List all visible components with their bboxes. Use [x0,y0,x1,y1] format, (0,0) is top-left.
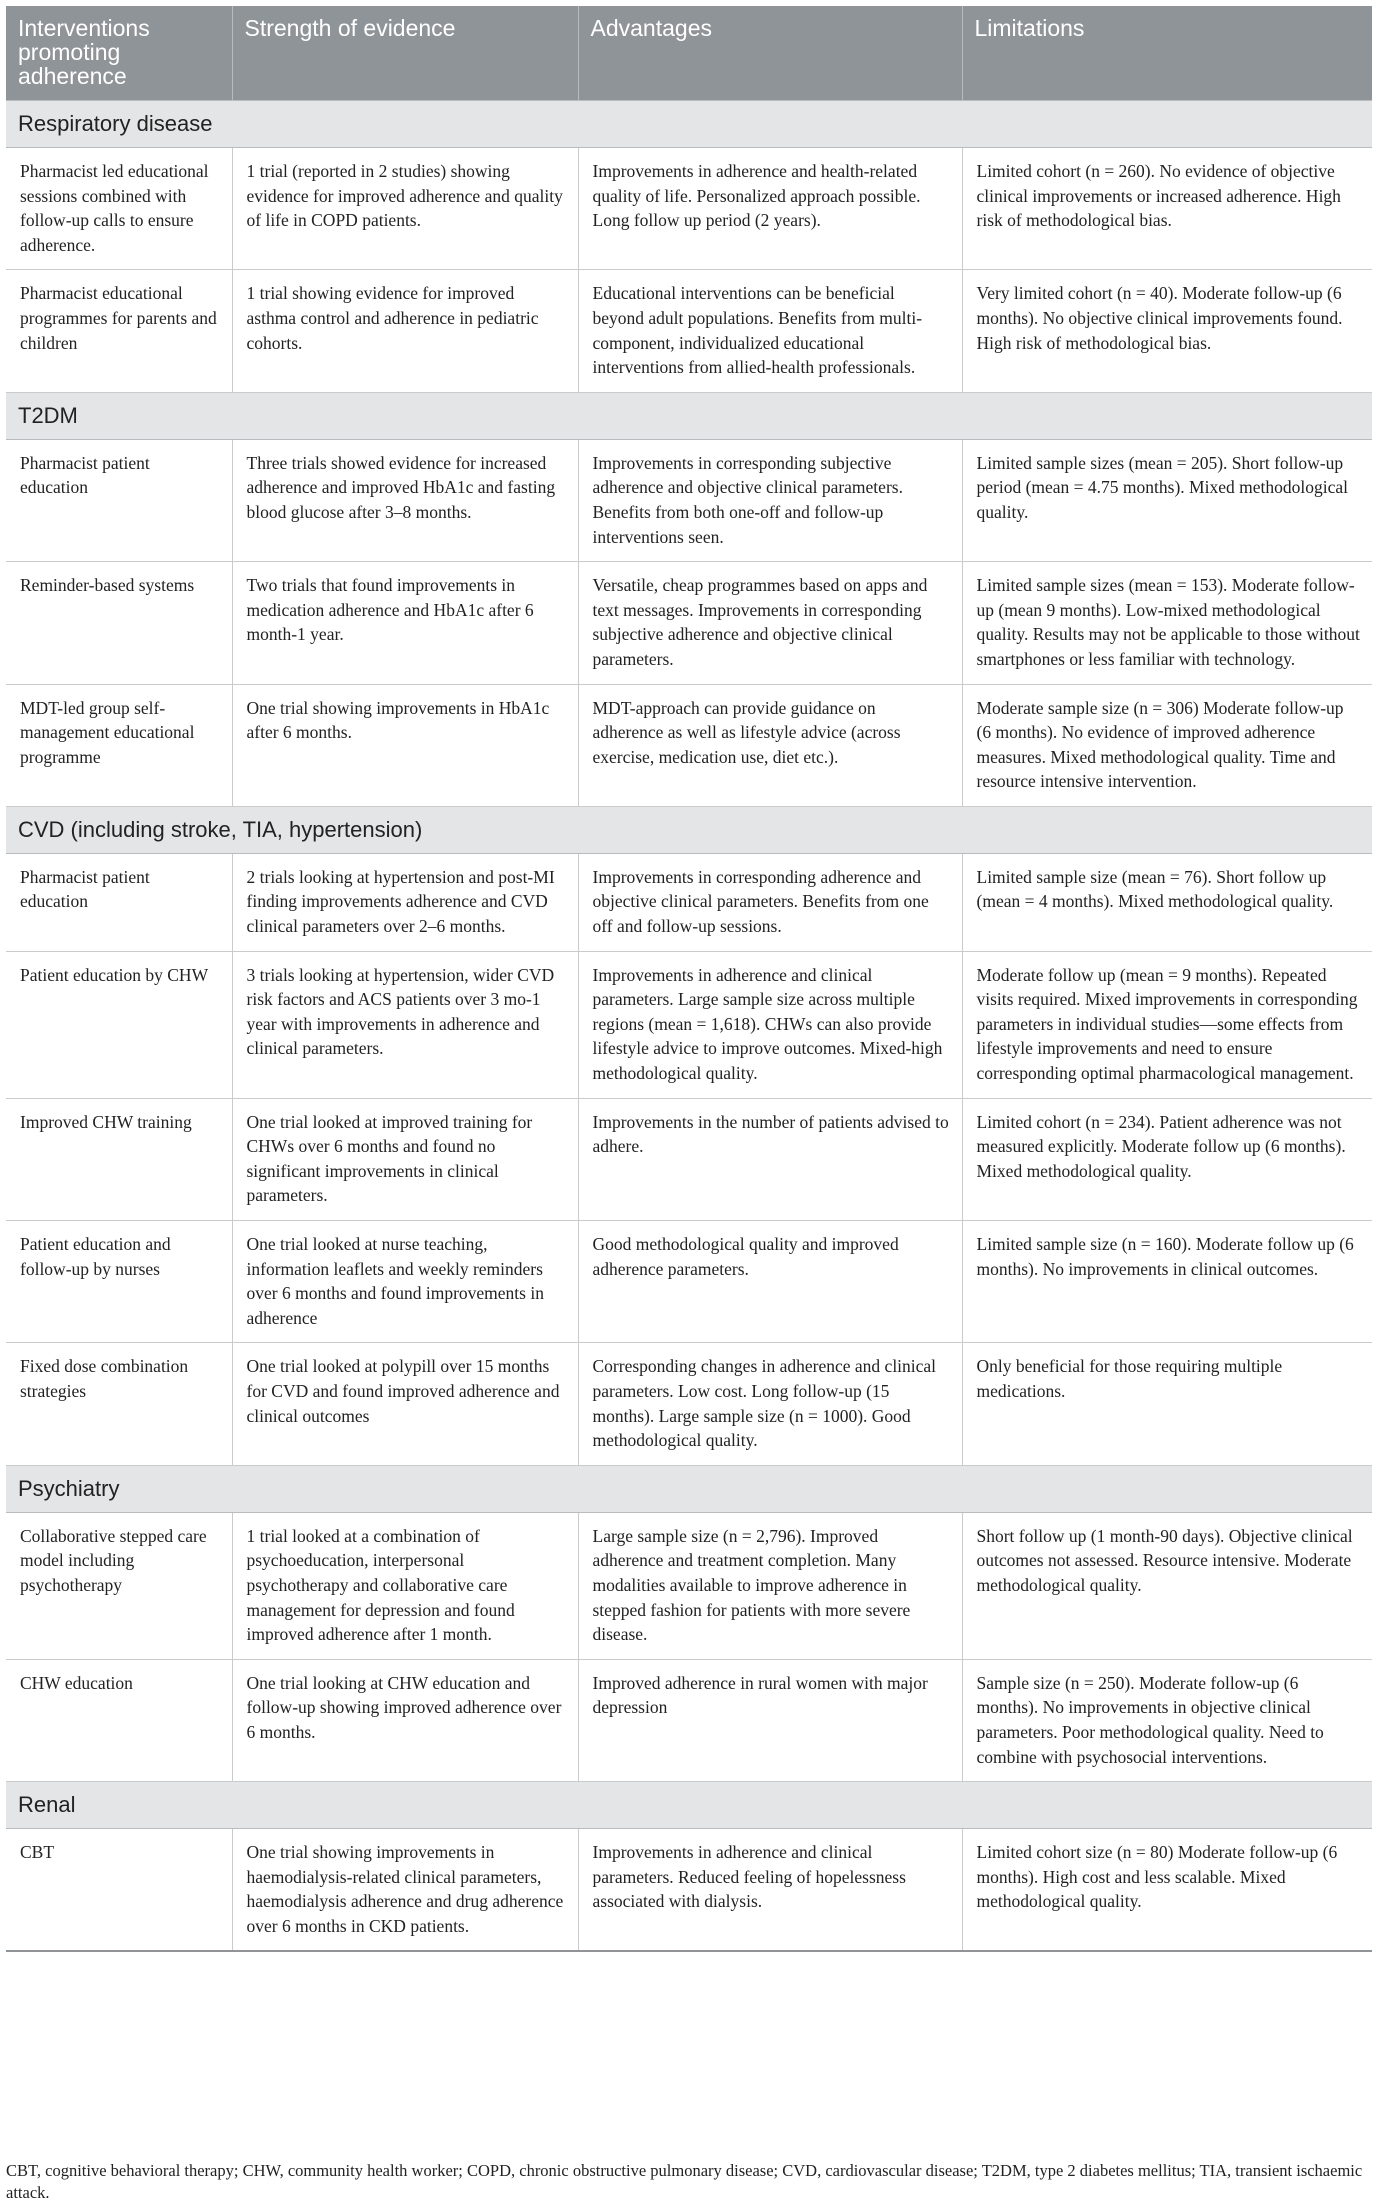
limitations-cell: Limited cohort size (n = 80) Moderate follow-up (6 months). High cost and less scalable. Mixed methodological quality. [962,1829,1372,1952]
intervention-cell: Reminder-based systems [6,562,232,684]
intervention-cell: Pharmacist patient education [6,439,232,561]
table-row [6,684,1372,806]
table-row [6,562,1372,684]
intervention-cell: Collaborative stepped care model including psychotherapy [6,1512,232,1659]
limitations-cell: Only beneficial for those requiring multiple medications. [962,1343,1372,1465]
advantages-cell: Corresponding changes in adherence and clinical parameters. Low cost. Long follow-up (15 months). Large sample size (n = 1000). Good methodological quality. [578,1343,962,1465]
intervention-cell: CHW education [6,1659,232,1781]
advantages-cell: Improvements in corresponding subjective adherence and objective clinical parameters. Benefits from both one-off and follow-up interventions seen. [578,439,962,561]
table-row [6,1221,1372,1343]
strength-cell: One trial showing improvements in haemodialysis-related clinical parameters, haemodialysis adherence and drug adherence over 6 months in CKD patients. [232,1829,578,1952]
table-row [6,853,1372,951]
advantages-cell: Improvements in adherence and health-related quality of life. Personalized approach possible. Long follow up period (2 years). [578,148,962,270]
strength-cell: Three trials showed evidence for increased adherence and improved HbA1c and fasting blood glucose after 3–8 months. [232,439,578,561]
strength-cell: 1 trial looked at a combination of psychoeducation, interpersonal psychotherapy and collaborative care management for depression and found improved adherence after 1 month. [232,1512,578,1659]
section-row [6,1782,1372,1829]
advantages-cell: Improved adherence in rural women with major depression [578,1659,962,1781]
table-footnote: CBT, cognitive behavioral therapy; CHW, community health worker; COPD, chronic obstructive pulmonary disease; CVD, cardiovascular disease; T2DM, type 2 diabetes mellitus; TIA, transient ischaemic attack. [6,2161,1363,2202]
limitations-cell: Sample size (n = 250). Moderate follow-up (6 months). No improvements in objective clinical parameters. Poor methodological quality. Need to combine with psychosocial interventions. [962,1659,1372,1781]
strength-cell: Two trials that found improvements in medication adherence and HbA1c after 6 month-1 year. [232,562,578,684]
section-row [6,806,1372,853]
intervention-cell: Fixed dose combination strategies [6,1343,232,1465]
header-advantages: Advantages [578,6,962,101]
limitations-cell: Limited sample size (n = 160). Moderate follow up (6 months). No improvements in clinical outcomes. [962,1221,1372,1343]
advantages-cell: MDT-approach can provide guidance on adherence as well as lifestyle advice (across exercise, medication use, diet etc.). [578,684,962,806]
limitations-cell: Limited sample size (mean = 76). Short follow up (mean = 4 months). Mixed methodological quality. [962,853,1372,951]
table-row [6,1512,1372,1659]
table-body [6,101,1372,1952]
section-title: Psychiatry [6,1465,1372,1512]
intervention-cell: CBT [6,1829,232,1952]
intervention-cell: MDT-led group self-management educational programme [6,684,232,806]
limitations-cell: Moderate follow up (mean = 9 months). Repeated visits required. Mixed improvements in corresponding parameters in individual studies—some effects from lifestyle improvements and need to ensure corresponding optimal pharmacological management. [962,951,1372,1098]
section-row [6,392,1372,439]
header-interventions: Interventions promoting adherence [6,6,232,101]
table-header [6,6,1372,101]
section-title: CVD (including stroke, TIA, hypertension) [6,806,1372,853]
table-row [6,1829,1372,1952]
strength-cell: One trial looked at improved training for CHWs over 6 months and found no significant improvements in clinical parameters. [232,1098,578,1220]
strength-cell: 1 trial showing evidence for improved asthma control and adherence in pediatric cohorts. [232,270,578,392]
header-row [6,6,1372,101]
section-row [6,1465,1372,1512]
table-row [6,148,1372,270]
evidence-table [6,6,1372,1952]
advantages-cell: Versatile, cheap programmes based on apps and text messages. Improvements in corresponding subjective adherence and objective clinical parameters. [578,562,962,684]
intervention-cell: Patient education by CHW [6,951,232,1098]
strength-cell: One trial looked at nurse teaching, information leaflets and weekly reminders over 6 months and found improvements in adherence [232,1221,578,1343]
advantages-cell: Improvements in the number of patients advised to adhere. [578,1098,962,1220]
header-strength-of-evidence: Strength of evidence [232,6,578,101]
advantages-cell: Improvements in adherence and clinical parameters. Reduced feeling of hopelessness associated with dialysis. [578,1829,962,1952]
strength-cell: One trial looking at CHW education and follow-up showing improved adherence over 6 months. [232,1659,578,1781]
limitations-cell: Limited cohort (n = 260). No evidence of objective clinical improvements or increased adherence. High risk of methodological bias. [962,148,1372,270]
table-row [6,1343,1372,1465]
table-row [6,951,1372,1098]
advantages-cell: Educational interventions can be beneficial beyond adult populations. Benefits from multi-component, individualized educational interventions from allied-health professionals. [578,270,962,392]
limitations-cell: Limited sample sizes (mean = 153). Moderate follow-up (mean 9 months). Low-mixed methodological quality. Results may not be applicable to those without smartphones or less familiar with technology. [962,562,1372,684]
limitations-cell: Short follow up (1 month-90 days). Objective clinical outcomes not assessed. Resource intensive. Moderate methodological quality. [962,1512,1372,1659]
strength-cell: One trial showing improvements in HbA1c after 6 months. [232,684,578,806]
strength-cell: One trial looked at polypill over 15 months for CVD and found improved adherence and clinical outcomes [232,1343,578,1465]
limitations-cell: Moderate sample size (n = 306) Moderate follow-up (6 months). No evidence of improved adherence measures. Mixed methodological quality. Time and resource intensive intervention. [962,684,1372,806]
strength-cell: 3 trials looking at hypertension, wider CVD risk factors and ACS patients over 3 mo-1 year with improvements in adherence and clinical parameters. [232,951,578,1098]
table-row [6,1098,1372,1220]
section-title: Respiratory disease [6,101,1372,148]
limitations-cell: Limited cohort (n = 234). Patient adherence was not measured explicitly. Moderate follow up (6 months). Mixed methodological quality. [962,1098,1372,1220]
table-row [6,270,1372,392]
section-title: T2DM [6,392,1372,439]
limitations-cell: Limited sample sizes (mean = 205). Short follow-up period (mean = 4.75 months). Mixed methodological quality. [962,439,1372,561]
advantages-cell: Good methodological quality and improved adherence parameters. [578,1221,962,1343]
table-row [6,439,1372,561]
limitations-cell: Very limited cohort (n = 40). Moderate follow-up (6 months). No objective clinical improvements found. High risk of methodological bias. [962,270,1372,392]
strength-cell: 1 trial (reported in 2 studies) showing evidence for improved adherence and quality of life in COPD patients. [232,148,578,270]
intervention-cell: Pharmacist led educational sessions combined with follow-up calls to ensure adherence. [6,148,232,270]
intervention-cell: Improved CHW training [6,1098,232,1220]
strength-cell: 2 trials looking at hypertension and post-MI finding improvements adherence and CVD clinical parameters over 2–6 months. [232,853,578,951]
header-limitations: Limitations [962,6,1372,101]
section-row [6,101,1372,148]
section-title: Renal [6,1782,1372,1829]
intervention-cell: Pharmacist patient education [6,853,232,951]
table-row [6,1659,1372,1781]
intervention-cell: Pharmacist educational programmes for parents and children [6,270,232,392]
advantages-cell: Improvements in corresponding adherence and objective clinical parameters. Benefits from one off and follow-up sessions. [578,853,962,951]
advantages-cell: Improvements in adherence and clinical parameters. Large sample size across multiple regions (mean = 1,618). CHWs can also provide lifestyle advice to improve outcomes. Mixed-high methodological quality. [578,951,962,1098]
advantages-cell: Large sample size (n = 2,796). Improved adherence and treatment completion. Many modalities available to improve adherence in stepped fashion for patients with more severe disease. [578,1512,962,1659]
intervention-cell: Patient education and follow-up by nurses [6,1221,232,1343]
